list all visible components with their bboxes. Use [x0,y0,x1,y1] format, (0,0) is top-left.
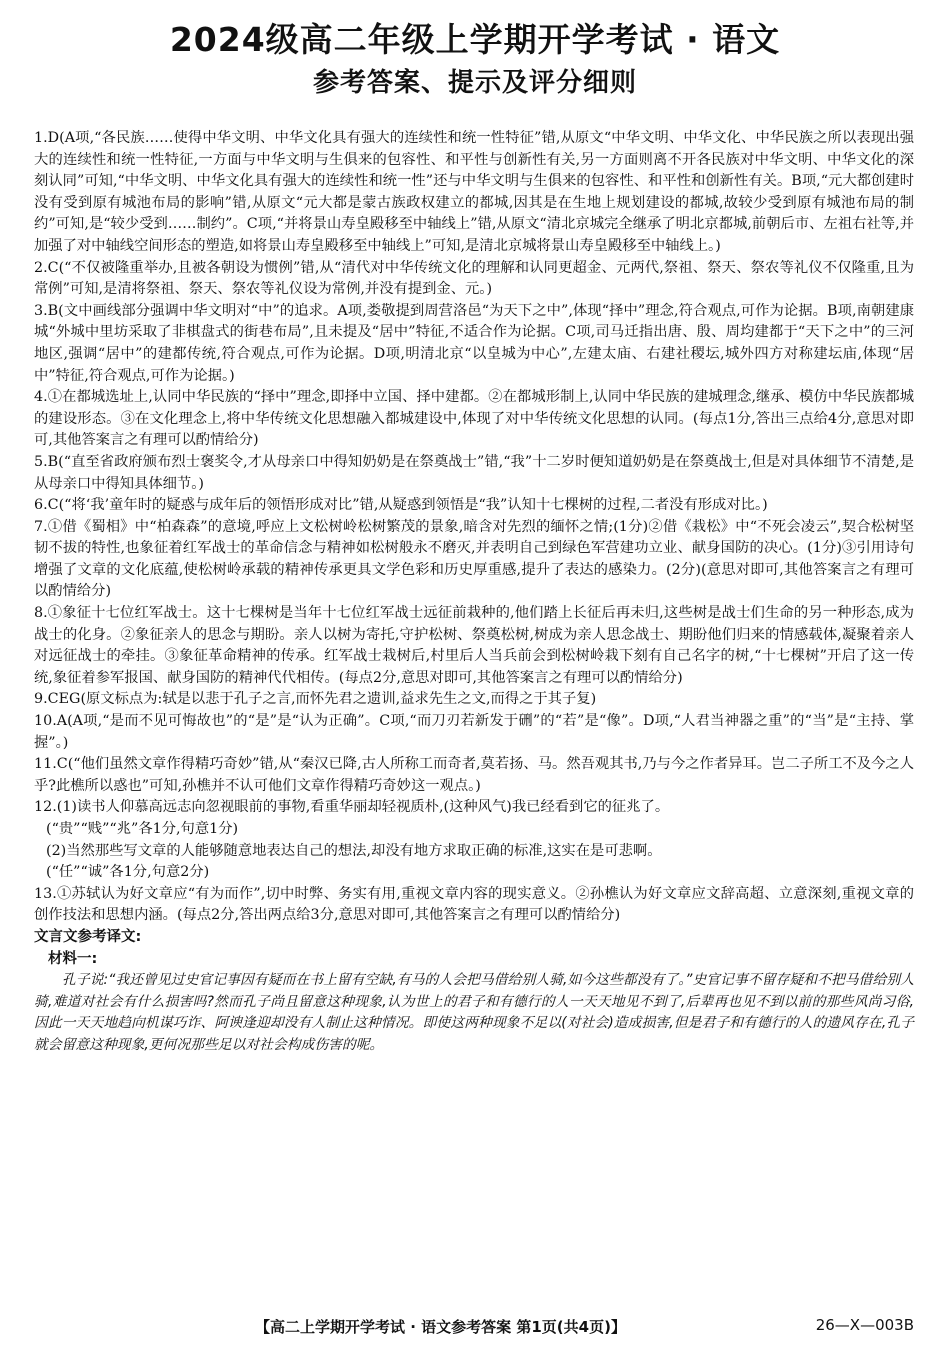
answer-item-7: 7.①借《蜀相》中“柏森森”的意境,呼应上文松树岭松树繁茂的景象,暗含对先烈的缅怀之情;(1分)②借《栽松》中“不死会凌云”,契合松树坚韧不拔的特性,也象征着红军战士的革命信念与精神如松树般永不磨灭,并表明自己到绿色军营建功立业、献身国防的决心。(1分)③引用诗句增强了文章的文化底蕴,使松树岭承载的精神传承更具文学色彩和历史厚重感,提升了表达的感染力。(2分)(意思对即可,其他答案言之有理可以酌情给分) [34,518,914,600]
material-heading: 材料一: [48,950,98,967]
answer-item-3: 3.B(文中画线部分强调中华文明对“中”的追求。A项,娄敬提到周营洛邑“为天下之中”,体现“择中”理念,符合观点,可作为论据。B项,南朝建康城“外城中里坊采取了非棋盘式的街巷布局”,且未提及“居中”特征,不适合作为论据。C项,司马迁指出唐、殷、周均建都于“天下之中”的三河地区,强调“居中”的建都传统,符合观点,可作为论据。D项,明清北京“以皇城为中心”,左建太庙、右建社稷坛,城外四方对称建坛庙,体现“居中”特征,符合观点,可作为论据。) [34,302,914,384]
answers-body [34,128,914,1057]
footer-title: 【高二上学期开学考试 · 语文参考答案 第1页(共4页)】 [255,1318,626,1336]
answer-item-13: 13.①苏轼认为好文章应“有为而作”,切中时弊、务实有用,重视文章内容的现实意义。②孙樵认为好文章应文辞高超、立意深刻,重视文章的创作技法和思想内涵。(每点2分,答出两点给3分,意思对即可,其他答案言之有理可以酌情给分) [34,885,914,924]
answer-item-10: 10.A(A项,“是而不见可悔故也”的“是”是“认为正确”。C项,“而刀刃若新发于硎”的“若”是“像”。D项,“人君当神器之重”的“当”是“主持、掌握”。) [34,713,914,751]
answer-12-scoring-1: (“贵”“贱”“兆”各1分,句意1分) [46,821,239,837]
answer-item-6: 6.C(“将‘我’童年时的疑惑与成年后的领悟形成对比”错,从疑惑到领悟是“我”认知十七棵树的过程,二者没有形成对比。) [34,497,768,514]
footer-code: 26—X—003B [815,1316,914,1334]
answer-item-5: 5.B(“直至省政府颁布烈士褒奖令,才从母亲口中得知奶奶是在祭奠战士”错,“我”十二岁时便知道奶奶是在祭奠战士,但是对具体细节不清楚,是从母亲口中得知具体细节。) [34,453,914,492]
page-footer [0,1316,950,1340]
translation-paragraph: 孔子说:“我还曾见过史官记事因有疑而在书上留有空缺,有马的人会把马借给别人骑,如今这些都没有了。”史官记事不留存疑和不把马借给别人骑,难道对社会有什么损害吗?然而孔子尚且留意这种现象,认为世上的君子和有德行的人一天天地见不到了,后辈再也见不到以前的那些风尚习俗,因此一天天地趋向机谋巧诈、阿谀逢迎却没有人制止这种情况。即使这两种现象不足以(对社会)造成损害,但是君子和有德行的人的遗风存在,孔子就会留意这种现象,更何况那些足以对社会构成伤害的呢。 [34,972,914,1053]
translation-heading: 文言文参考译文: [34,928,142,945]
answer-item-8: 8.①象征十七位红军战士。这十七棵树是当年十七位红军战士远征前栽种的,他们踏上长征后再未归,这些树是战士们生命的另一种形态,成为战士的化身。②象征亲人的思念与期盼。亲人以树为寄托,守护松树、祭奠松树,树成为亲人思念战士、期盼他们归来的情感载体,凝聚着亲人对远征战士的牵挂。③象征革命精神的传承。红军战士栽树后,村里后人当兵前会到松树岭栽下刻有自己名字的树,“十七棵树”开启了这一传统,象征着参军报国、献身国防的精神代代相传。(每点2分,意思对即可,其他答案言之有理可以酌情给分) [34,605,914,686]
answer-item-4: 4.①在都城选址上,认同中华民族的“择中”理念,即择中立国、择中建都。②在都城形制上,认同中华民族的建城理念,继承、模仿中华民族都城的建设形态。③在文化理念上,将中华传统文化思想融入都城建设中,体现了对中华传统文化思想的认同。(每点1分,答出三点给4分,意思对即可,其他答案言之有理可以酌情给分) [34,389,914,449]
answer-item-1: 1.D(A项,“各民族……使得中华文明、中华文化具有强大的连续性和统一性特征”错,从原文“中华文明、中华文化、中华民族之所以表现出强大的连续性和统一性特征,一方面与中华文明与生俱来的包容性、和平性与创新性有关,另一方面则离不开各民族对中华文明、中华文化的深刻认同”可知,“中华文明、中华文化具有强大的连续性和统一性”还与中华文明与生俱来的包容性、和平性和创新性有关。B项,“元大都创建时没有受到原有城池布局的影响”错,从原文“元大都是蒙古族政权建立的都城,因其是在生地上规划建设的都城,故较少受到原有城池布局的制约”可知,是“较少受到……制约”。C项,“并将景山寿皇殿移至中轴线上”错,从原文“清北京城完全继承了明北京都城,前朝后市、左祖右社等,并加强了对中轴线空间形态的塑造,如将景山寿皇殿移至中轴线上”可知,是清北京城将景山寿皇殿移至中轴线上。) [34,130,914,254]
answer-12-scoring-2: (“任”“诚”各1分,句意2分) [46,864,210,881]
page-subtitle: 参考答案、提示及评分细则 [312,68,637,98]
page-title: 2024级高二年级上学期开学考试 · 语文 [169,20,781,59]
answer-item-9: 9.CEG(原文标点为:轼是以悲于孔子之言,而怀先君之遗训,益求先生之文,而得之于其子复) [34,691,597,708]
answer-item-11: 11.C(“他们虽然文章作得精巧奇妙”错,从“秦汉已降,古人所称工而奇者,莫若扬、马。然吾观其书,乃与今之作者异耳。岂二子所工不及今之人乎?此樵所以惑也”可知,孙樵并不认可他们文章作得精巧奇妙这一观点。) [34,756,914,794]
answer-item-12: 12.(1)读书人仰慕高远志向忽视眼前的事物,看重华丽却轻视质朴,(这种风气)我已经看到它的征兆了。 [34,799,670,816]
answer-12-part-2: (2)当然那些写文章的人能够随意地表达自己的想法,却没有地方求取正确的标准,这实在是可悲啊。 [46,842,662,859]
answer-item-2: 2.C(“不仅被隆重举办,且被各朝设为惯例”错,从“清代对中华传统文化的理解和认同更超金、元两代,祭祖、祭天、祭农等礼仪不仅隆重,且为常例”可知,是清将祭祖、祭天、祭农等礼仪设为常例,并没有提到金、元。) [34,259,914,298]
